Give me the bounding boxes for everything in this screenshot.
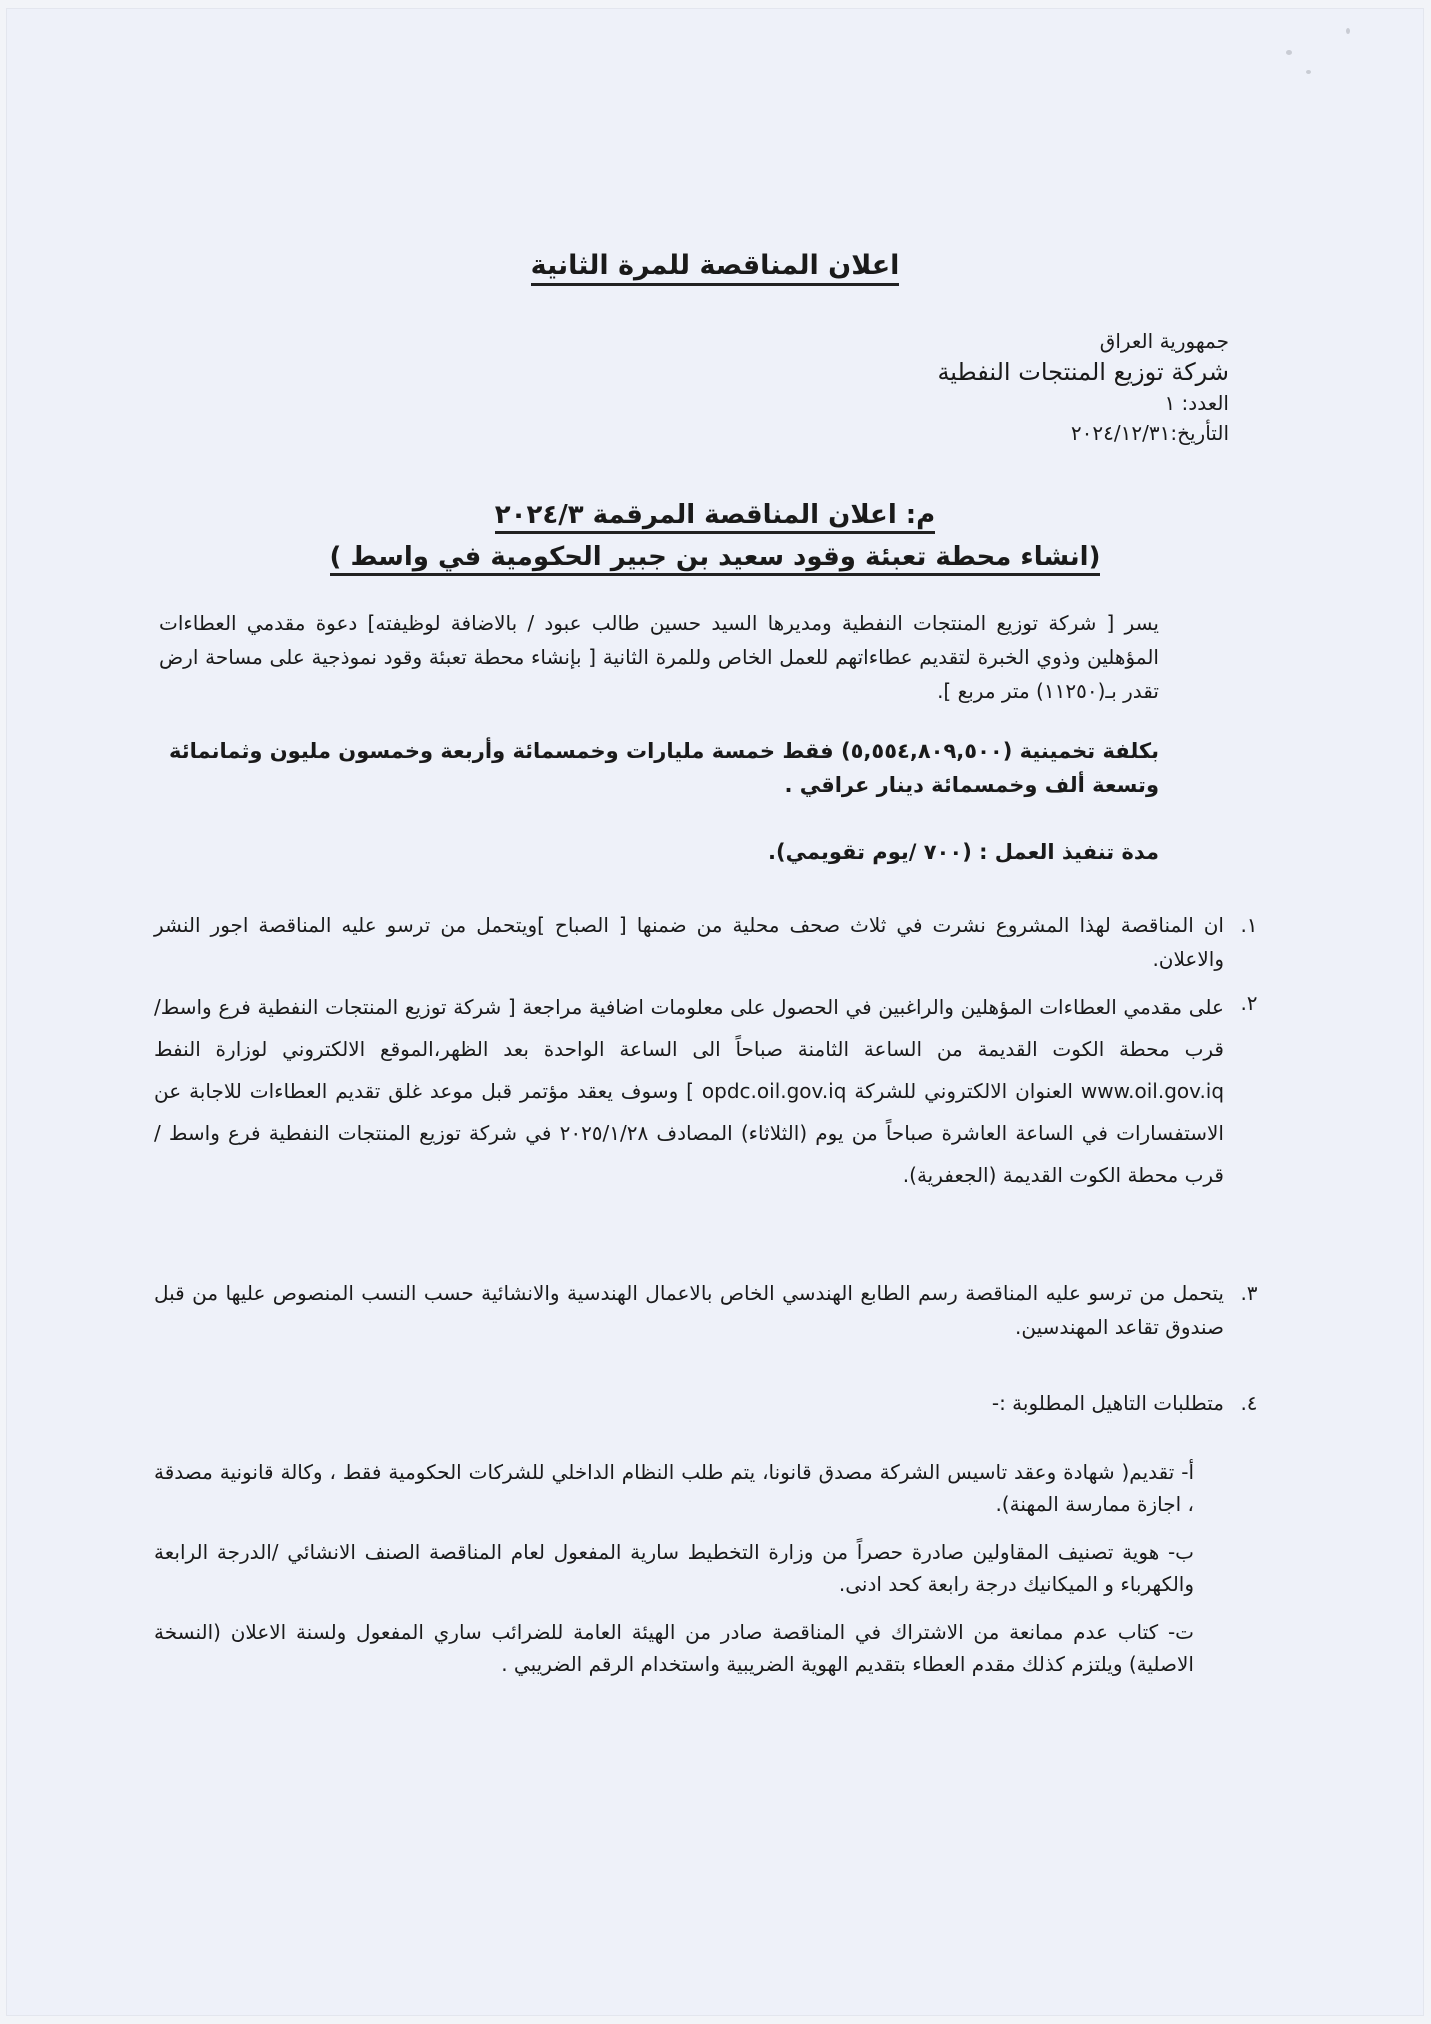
- item-text: [154, 986, 1224, 1196]
- list-item-3: [154, 1276, 1258, 1344]
- item-number: ٢.: [1240, 991, 1258, 1015]
- document-page: [6, 8, 1424, 2016]
- estimated-cost: بكلفة تخمينية (٥,٥٥٤,٨٠٩,٥٠٠) فقط خمسة مليارات وخمسمائة وأربعة وخمسون مليون وثمانمائة وتسعة ألف وخمسمائة دينار عراقي .: [169, 739, 1159, 797]
- requirement-b: [154, 1536, 1194, 1600]
- company-email-domain[interactable]: opdc.oil.gov.iq: [701, 1079, 847, 1103]
- item-text-part-2: العنوان الالكتروني للشركة: [854, 1079, 1073, 1103]
- item-number: ٤.: [1240, 1391, 1258, 1415]
- work-duration: مدة تنفيذ العمل : (٧٠٠ /يوم تقويمي).: [768, 840, 1159, 864]
- requirement-text: هوية تصنيف المقاولين صادرة حصراً من وزارة التخطيط سارية المفعول لعام المناقصة الصنف الانشائي /الدرجة الرابعة والكهرباء و الميكانيك درجة رابعة كحد ادنى.: [154, 1540, 1194, 1596]
- requirement-c: [154, 1616, 1194, 1680]
- company-name: شركة توزيع المنتجات النفطية: [937, 358, 1229, 386]
- item-text: ان المناقصة لهذا المشروع نشرت في ثلاث صحف محلية من ضمنها [ الصباح ]ويتحمل من ترسو عليه المناقصة اجور النشر والاعلان.: [154, 913, 1224, 971]
- letter-date: التأريخ:٢٠٢٤/١٢/٣١: [1070, 421, 1229, 445]
- item-text: يتحمل من ترسو عليه المناقصة رسم الطابع الهندسي الخاص بالاعمال الهندسية والانشائية حسب النسب المنصوص عليها من قبل صندوق تقاعد المهندسين.: [154, 1281, 1224, 1339]
- item-text-part-1: على مقدمي العطاءات المؤهلين والراغبين في الحصول على معلومات اضافية مراجعة [ شركة توزيع المنتجات النفطية فرع واسط/قرب محطة الكوت القديمة من الساعة الثامنة صباحاً الى الساعة الواحدة بعد الظهر،الموقع الالكتروني لوزارة النفط: [154, 995, 1224, 1061]
- requirement-text: تقديم( شهادة وعقد تاسيس الشركة مصدق قانونا، يتم طلب النظام الداخلي للشركات الحكومية فقط ، وكالة قانونية مصدقة ، اجازة ممارسة المهنة).: [154, 1460, 1194, 1516]
- subject-block: [6, 494, 1424, 578]
- document-title: [6, 250, 1424, 281]
- requirement-a: [154, 1456, 1194, 1520]
- letter-header: [729, 326, 1229, 448]
- scan-speck: [1306, 70, 1311, 74]
- scan-speck: [1286, 50, 1292, 55]
- intro-paragraph: يسر [ شركة توزيع المنتجات النفطية ومديرها السيد حسين طالب عبود / بالاضافة لوظيفته] دعوة مقدمي العطاءات المؤهلين وذوي الخبرة لتقديم عطاءاتهم للعمل الخاص وللمرة الثانية [ بإنشاء محطة تعبئة وقود نموذجية على مساحة ارض تقدر بـ(١١٢٥٠) متر مربع ].: [159, 611, 1159, 703]
- list-item-4: [154, 1386, 1258, 1420]
- document-title-text: اعلان المناقصة للمرة الثانية: [531, 250, 900, 286]
- item-text: متطلبات التاهيل المطلوبة :-: [991, 1391, 1224, 1415]
- subject-line-2: (انشاء محطة تعبئة وقود سعيد بن جبير الحكومية في واسط ): [330, 542, 1101, 576]
- list-item-1: [154, 908, 1258, 976]
- subject-line-1: م: اعلان المناقصة المرقمة ٢٠٢٤/٣: [495, 500, 936, 534]
- item-number: ٣.: [1240, 1281, 1258, 1305]
- ministry-website-link[interactable]: www.oil.gov.iq: [1080, 1079, 1225, 1103]
- item-text-part-3: ] وسوف يعقد مؤتمر قبل موعد غلق تقديم العطاءات للاجابة عن الاستفسارات في الساعة العاشرة صباحاً من يوم (الثلاثاء) المصادف ٢٠٢٥/١/٢٨ في شركة توزيع المنتجات النفطية فرع واسط / قرب محطة الكوت القديمة (الجعفرية).: [154, 1079, 1224, 1187]
- item-number: ١.: [1240, 913, 1258, 937]
- requirement-mark: ت-: [1167, 1620, 1194, 1644]
- requirement-text: كتاب عدم ممانعة من الاشتراك في المناقصة صادر من الهيئة العامة للضرائب ساري المفعول ولسنة الاعلان (النسخة الاصلية) ويلتزم كذلك مقدم العطاء بتقديم الهوية الضريبية واستخدام الرقم الضريبي .: [154, 1620, 1194, 1676]
- scan-speck: [1346, 28, 1350, 34]
- requirement-mark: أ-: [1181, 1460, 1195, 1484]
- reference-number: العدد: ١: [1164, 391, 1229, 415]
- country-name: جمهورية العراق: [1099, 329, 1229, 353]
- list-item-2: [154, 986, 1258, 1196]
- requirement-mark: ب-: [1167, 1540, 1194, 1564]
